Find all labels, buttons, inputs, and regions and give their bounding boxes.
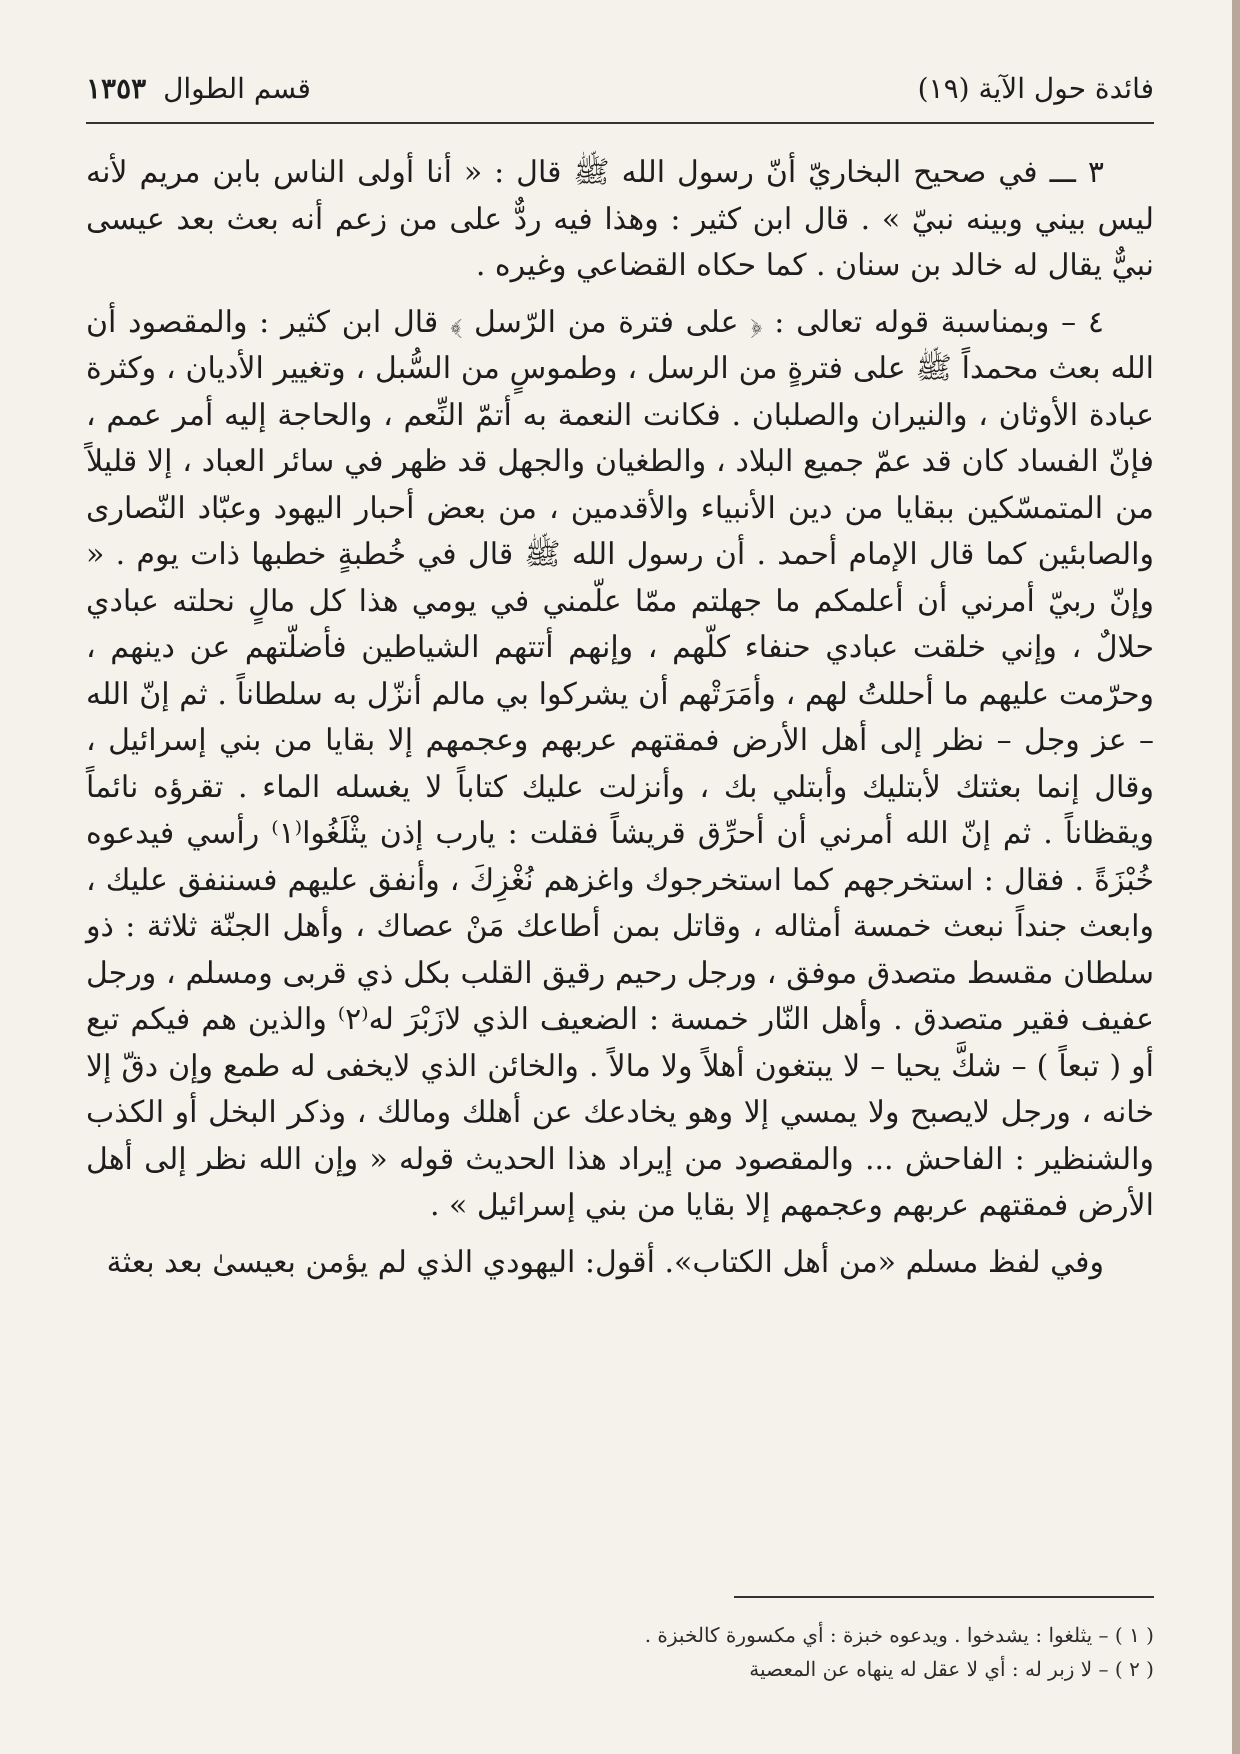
footnote: ( ١ ) – يثلغوا : يشدخوا . ويدعوه خبزة : أي مكسورة كالخبزة . bbox=[644, 1623, 1154, 1647]
header-title: فائدة حول الآية (١٩) bbox=[917, 72, 1154, 105]
paragraph: وفي لفظ مسلم «من أهل الكتاب». أقول: اليهودي الذي لم يؤمن بعيسىٰ بعد بعثة bbox=[106, 1244, 1104, 1280]
running-header bbox=[86, 62, 1154, 122]
page-edge bbox=[1232, 0, 1240, 1754]
header-divider bbox=[86, 122, 1154, 124]
paragraph: ٣ ـــ في صحيح البخاريّ أنّ رسول الله ﷺ قال : « أنا أولى الناس بابن مريم لأنه ليس بيني وبينه نبيّ » . قال ابن كثير : وهذا فيه ردٌّ على من زعم أنه بعث بعد عيسى نبيٌّ يقال له خالد بن سنان . كما حكاه القضاعي وغيره . bbox=[86, 155, 1154, 283]
paragraph: ٤ – وبمناسبة قوله تعالى : ﴿ على فترة من الرّسل ﴾ قال ابن كثير : والمقصود أن الله بعث محمداً ﷺ على فترةٍ من الرسل ، وطموسٍ من السُّبل ، وتغيير الأديان ، وكثرة عبادة الأوثان ، والنيران والصلبان . فكانت النعمة به أتمّ النِّعم ، والحاجة إليه أمر عمم ، فإنّ الفساد كان قد عمّ جميع البلاد ، والطغيان والجهل قد ظهر في سائر العباد ، إلا قليلاً من المتمسّكين ببقايا من دين الأنبياء والأقدمين ، من بعض أحبار اليهود وعبّاد النّصارى والصابئين كما قال الإمام أحمد . أن رسول الله ﷺ قال في خُطبةٍ خطبها ذات يوم . « وإنّ ربيّ أمرني أن أعلمكم ما جهلتم ممّا علّمني في يومي هذا كل مالٍ نحلته عبادي حلالٌ ، وإني خلقت عبادي حنفاء كلّهم ، وإنهم أتتهم الشياطين فأضلّتهم عن دينهم ، وحرّمت عليهم ما أحللتُ لهم ، وأمَرَتْهم أن يشركوا بي مالم أنزّل به سلطاناً . ثم إنّ الله – عز وجل – نظر إلى أهل الأرض فمقتهم عربهم وعجمهم إلا بقايا من بني إسرائيل ، وقال إنما بعثتك لأبتليك وأبتلي بك ، وأنزلت عليك كتاباً لا يغسله الماء . تقرؤه نائماً ويقظاناً . ثم إنّ الله أمرني أن أحرِّق قريشاً فقلت : يارب إذن يثْلَغُوا⁽١⁾ رأسي فيدعوه خُبْزَةً . فقال : استخرجهم كما استخرجوك واغزهم نُغْزِكَ ، وأنفق عليهم فسننفق عليك ، وابعث جنداً نبعث خمسة أمثاله ، وقاتل بمن أطاعك مَنْ عصاك ، وأهل الجنّة ثلاثة : ذو سلطان مقسط متصدق موفق ، ورجل رحيم رقيق القلب بكل ذي قربى ومسلم ، ورجل عفيف فقير متصدق . وأهل النّار خمسة : الضعيف الذي لازَبْرَ له⁽٢⁾ والذين هم فيكم تبع أو ( تبعاً ) – شكَّ يحيا – لا يبتغون أهلاً ولا مالاً . والخائن الذي لايخفى له طمع وإن دقّ إلا خانه ، ورجل لايصبح ولا يمسي إلا وهو يخادعك عن أهلك ومالك ، وذكر البخل أو الكذب والشنظير : الفاحش ... والمقصود من إيراد هذا الحديث قوله « وإن الله نظر إلى أهل الأرض فمقتهم عربهم وعجمهم إلا بقايا من بني إسرائيل » . bbox=[86, 304, 1154, 1223]
footnotes bbox=[86, 1618, 1154, 1686]
header-section bbox=[86, 72, 311, 105]
page-number: ١٣٥٣ bbox=[86, 72, 147, 105]
footnote-divider bbox=[734, 1596, 1154, 1598]
footnote: ( ٢ ) – لا زبر له : أي لا عقل له ينهاه عن المعصية bbox=[749, 1657, 1154, 1681]
section-name: قسم الطوال bbox=[163, 72, 311, 105]
main-text bbox=[86, 150, 1154, 1286]
